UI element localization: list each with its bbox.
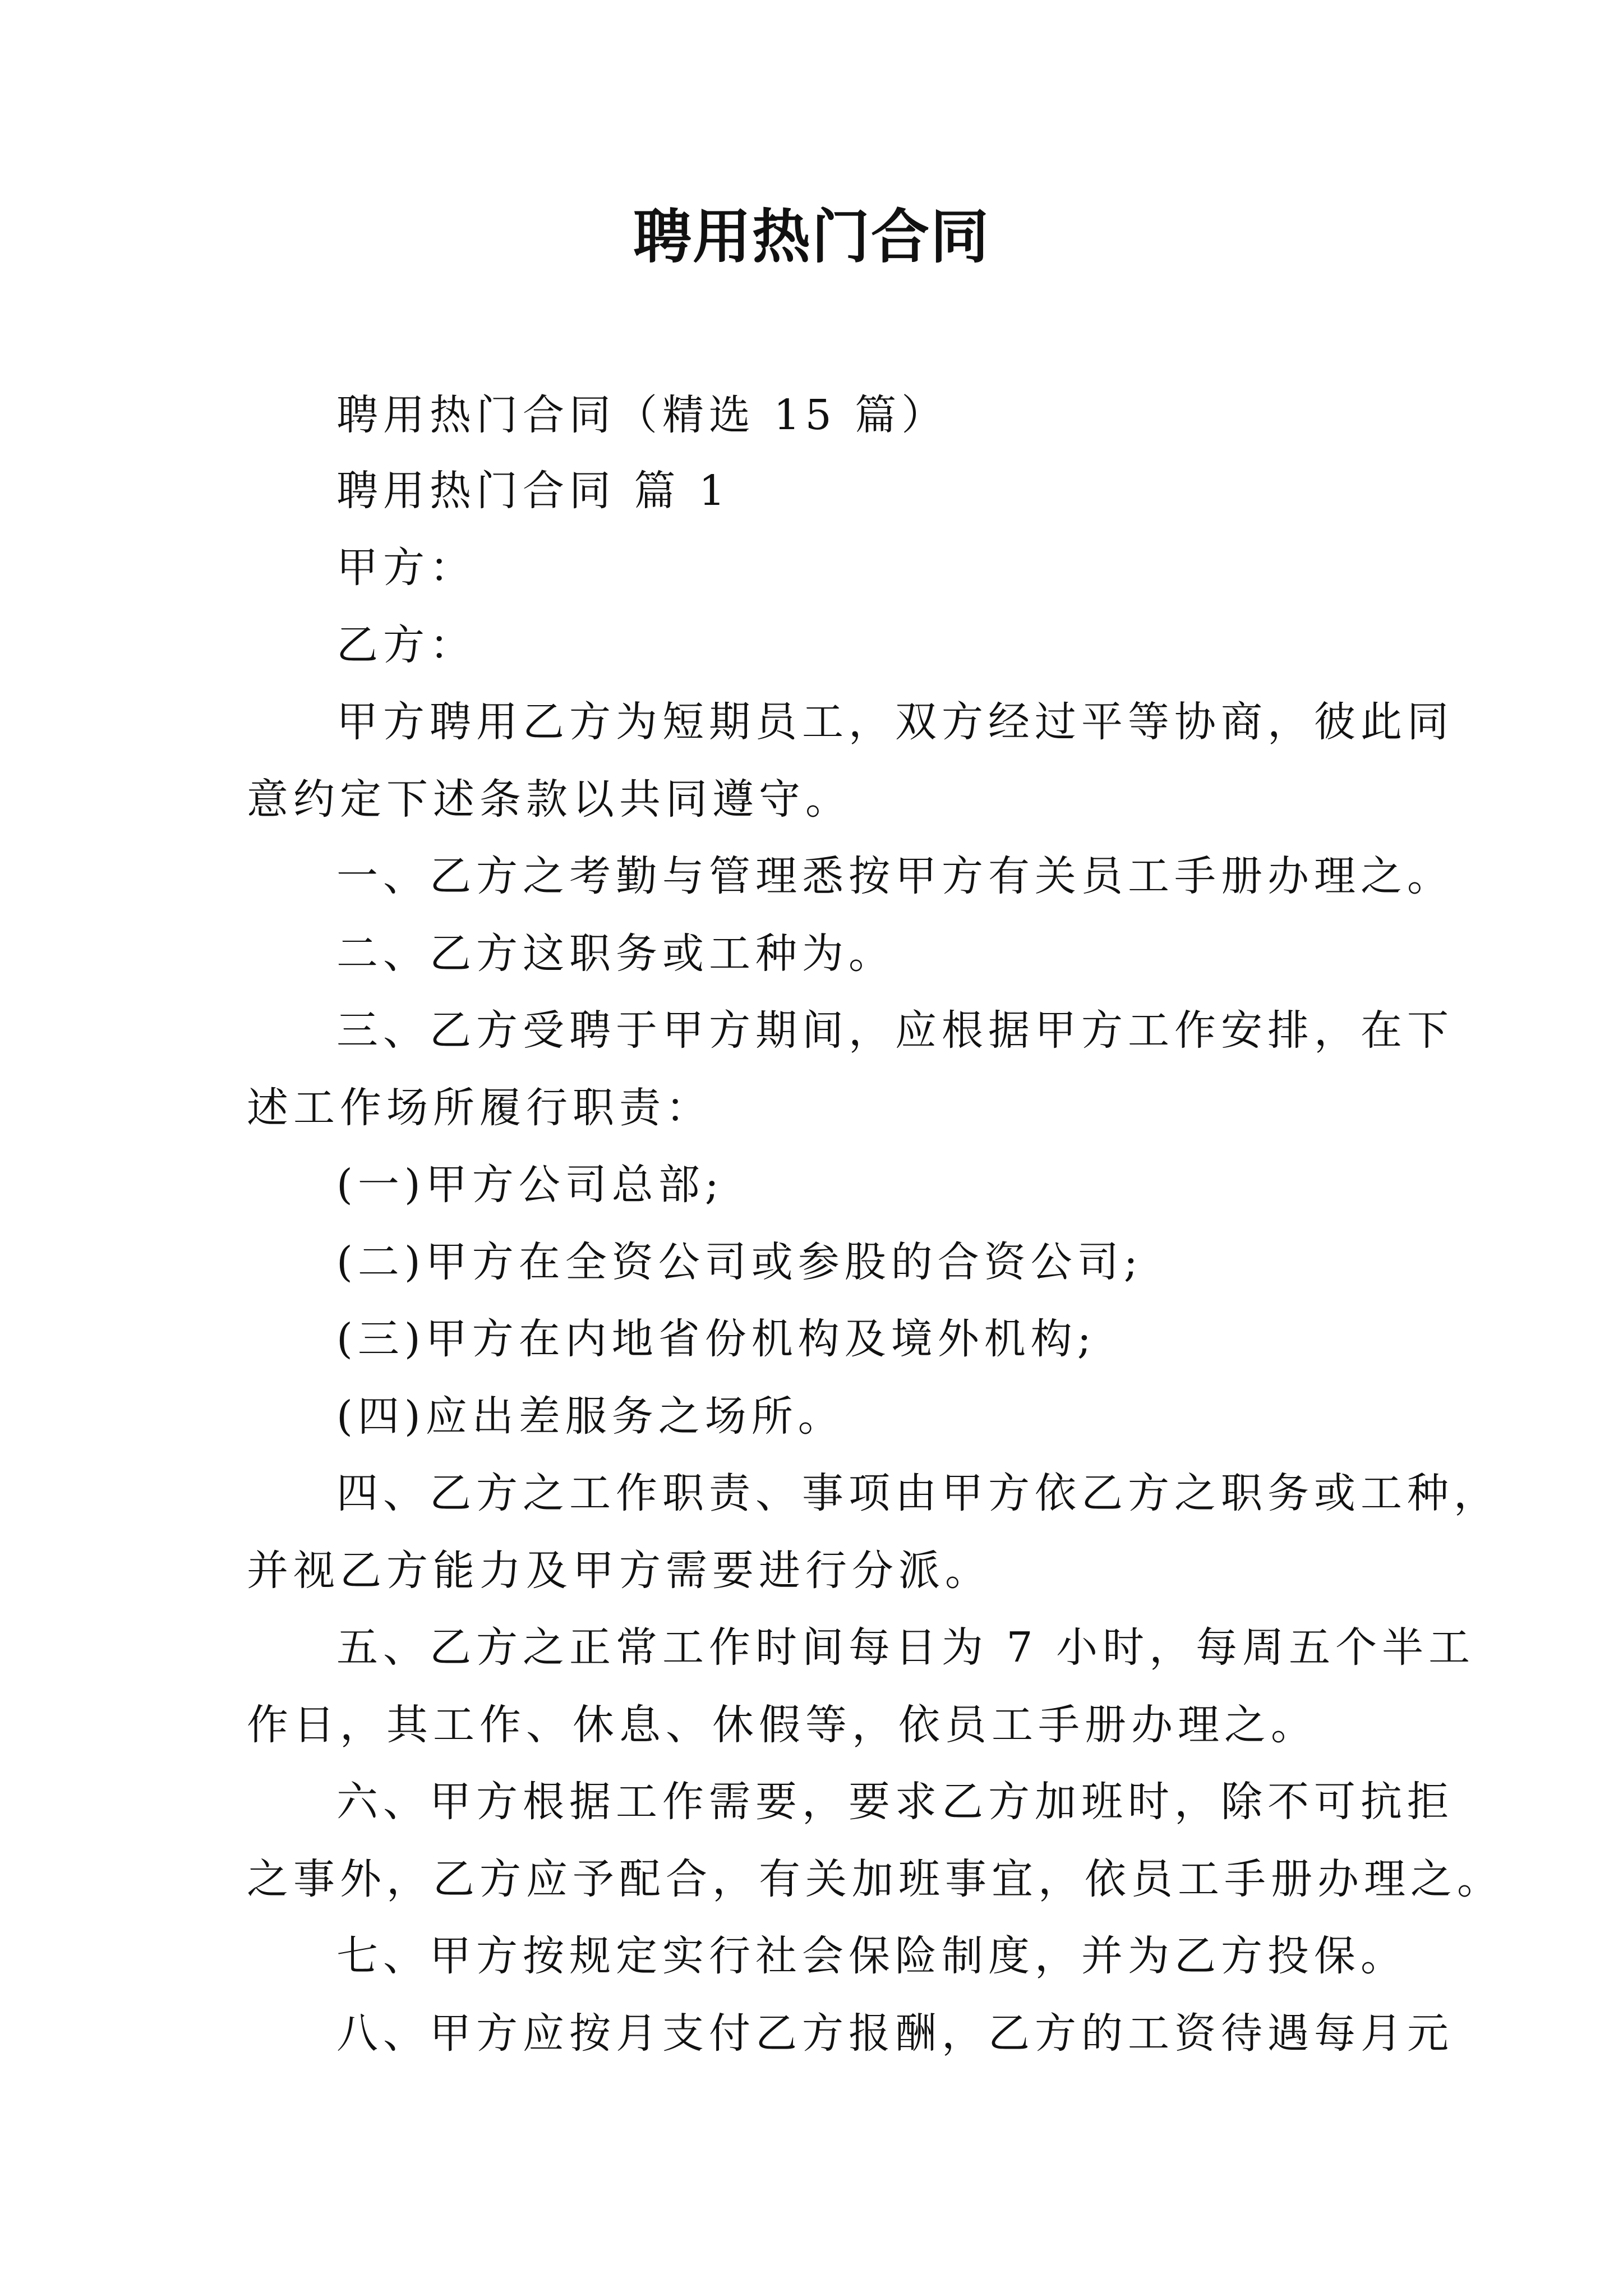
document-line: 意约定下述条款以共同遵守。 <box>247 775 852 823</box>
document-line: 六、甲方根据工作需要，要求乙方加班时，除不可抗拒 <box>336 1778 1454 1826</box>
document-title: 聘用热门合同 <box>633 202 990 271</box>
document-line: (二)甲方在全资公司或参股的合资公司; <box>336 1238 1143 1286</box>
document-line: 甲方聘用乙方为短期员工，双方经过平等协商，彼此同 <box>336 698 1454 746</box>
document-line: 四、乙方之工作职责、事项由甲方依乙方之职务或工种， <box>336 1469 1500 1517</box>
document-line: 聘用热门合同（精选 15 篇） <box>336 391 948 439</box>
document-line: (一)甲方公司总部; <box>336 1161 724 1209</box>
document-line: 甲方： <box>336 544 476 592</box>
document-line: 一、乙方之考勤与管理悉按甲方有关员工手册办理之。 <box>336 852 1454 900</box>
document-line: 三、乙方受聘于甲方期间，应根据甲方工作安排，在下 <box>336 1006 1454 1055</box>
document-line: 八、甲方应按月支付乙方报酬，乙方的工资待遇每月元 <box>336 2009 1454 2058</box>
document-line: 述工作场所履行职责： <box>247 1084 712 1132</box>
document-line: (四)应出差服务之场所。 <box>336 1392 845 1441</box>
document-line: 并视乙方能力及甲方需要进行分派。 <box>247 1547 992 1595</box>
document-line: (三)甲方在内地省份机构及境外机构; <box>336 1315 1096 1363</box>
document-line: 七、甲方按规定实行社会保险制度，并为乙方投保。 <box>336 1932 1407 1980</box>
document-line: 聘用热门合同 篇 1 <box>336 467 731 515</box>
document-line: 二、乙方这职务或工种为。 <box>336 930 895 978</box>
document-line: 之事外，乙方应予配合，有关加班事宜，依员工手册办理之。 <box>247 1855 1504 1903</box>
document-line: 乙方： <box>336 621 476 669</box>
document-line: 作日，其工作、休息、休假等，依员工手册办理之。 <box>247 1701 1317 1749</box>
document-line: 五、乙方之正常工作时间每日为 7 小时，每周五个半工 <box>336 1623 1476 1672</box>
